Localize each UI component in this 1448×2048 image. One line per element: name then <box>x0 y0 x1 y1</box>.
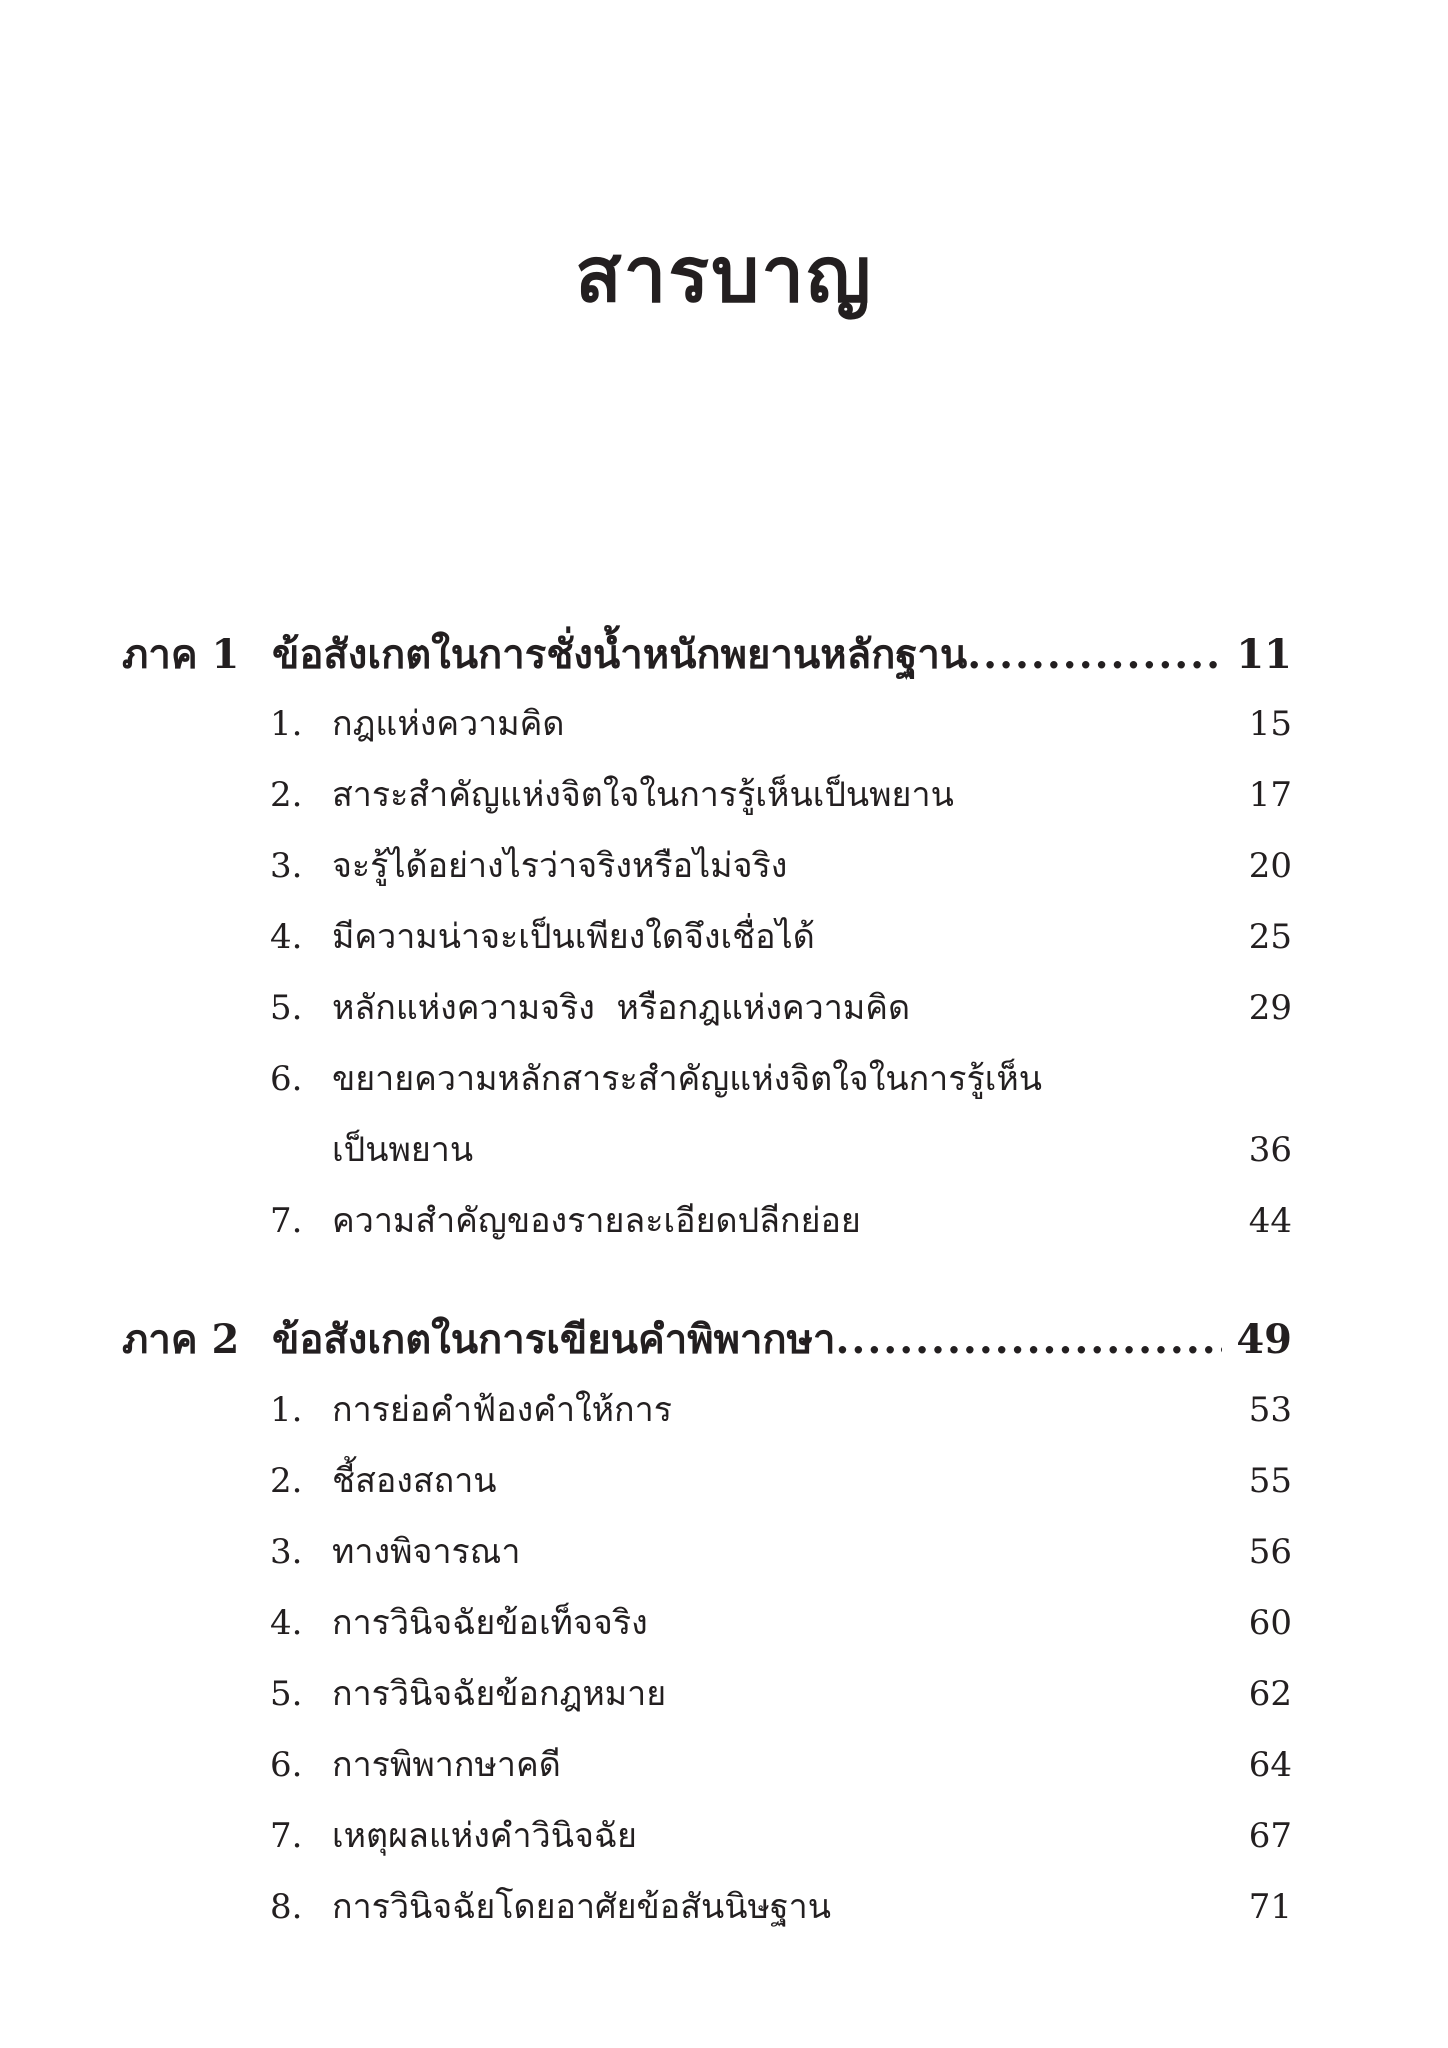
entry-number: 1. <box>270 1390 303 1430</box>
part-title: ข้อสังเกตในการชั่งน้ำหนักพยานหลักฐาน <box>272 631 968 678</box>
entry-title: หลักแห่งความจริง หรือกฎแห่งความคิด <box>332 988 911 1028</box>
entry-page-number: 60 <box>1248 1603 1292 1643</box>
entry-page-number: 55 <box>1248 1461 1292 1501</box>
entry-page-number: 64 <box>1248 1745 1292 1785</box>
entry-page-number: 62 <box>1248 1674 1292 1714</box>
entry-number: 3. <box>270 846 303 886</box>
entry-page-number: 53 <box>1248 1390 1292 1430</box>
entry-number: 3. <box>270 1532 303 1572</box>
part-page-number: 11 <box>1236 631 1292 678</box>
entry-number: 2. <box>270 775 303 815</box>
entry-title: ขยายความหลักสาระสำคัญแห่งจิตใจในการรู้เห็น <box>332 1059 1043 1099</box>
part-label: ภาค 1 <box>122 631 240 678</box>
part-page-number: 49 <box>1236 1316 1292 1363</box>
toc-entry[interactable] <box>270 1522 1292 1582</box>
entry-number: 6. <box>270 1745 303 1785</box>
toc-entry[interactable] <box>270 836 1292 896</box>
entry-number: 4. <box>270 917 303 957</box>
entry-number: 2. <box>270 1461 303 1501</box>
toc-entry[interactable] <box>270 1049 1292 1109</box>
entry-title: การวินิจฉัยโดยอาศัยข้อสันนิษฐาน <box>332 1887 831 1927</box>
entry-page-number: 67 <box>1248 1816 1292 1856</box>
toc-entry[interactable] <box>270 1191 1292 1251</box>
entry-page-number: 17 <box>1248 775 1292 815</box>
entry-page-number: 15 <box>1248 704 1292 744</box>
entry-page-number: 20 <box>1248 846 1292 886</box>
entry-number: 5. <box>270 1674 303 1714</box>
part-label: ภาค 2 <box>122 1316 240 1363</box>
entry-title: มีความน่าจะเป็นเพียงใดจึงเชื่อได้ <box>332 917 815 957</box>
entry-page-placeholder <box>1212 1049 1292 1109</box>
dot-leader <box>835 1310 1222 1370</box>
dot-leader <box>967 625 1222 685</box>
part-title: ข้อสังเกตในการเขียนคำพิพากษา <box>272 1316 836 1363</box>
entry-title: การพิพากษาคดี <box>332 1745 561 1785</box>
entry-title: การวินิจฉัยข้อกฎหมาย <box>332 1674 667 1714</box>
toc-entry[interactable] <box>270 765 1292 825</box>
toc-entry[interactable] <box>270 1877 1292 1937</box>
toc-entry[interactable] <box>270 1735 1292 1795</box>
entry-number: 6. <box>270 1059 303 1099</box>
entry-title: การวินิจฉัยข้อเท็จจริง <box>332 1603 648 1643</box>
toc-entry[interactable] <box>270 1593 1292 1653</box>
toc-entry[interactable] <box>270 1664 1292 1724</box>
toc-part-1[interactable] <box>122 625 1292 685</box>
entry-title: สาระสำคัญแห่งจิตใจในการรู้เห็นเป็นพยาน <box>332 775 954 815</box>
entry-title: กฎแห่งความคิด <box>332 704 565 744</box>
toc-entry[interactable] <box>270 1451 1292 1511</box>
entry-title: ชี้สองสถาน <box>332 1461 497 1501</box>
entry-title: เหตุผลแห่งคำวินิจฉัย <box>332 1816 637 1856</box>
entry-page-number: 29 <box>1248 988 1292 1028</box>
entry-title-continuation: เป็นพยาน <box>332 1130 474 1170</box>
entry-number: 7. <box>270 1201 303 1241</box>
entry-number: 7. <box>270 1816 303 1856</box>
entry-title: จะรู้ได้อย่างไรว่าจริงหรือไม่จริง <box>332 846 788 886</box>
entry-title: ทางพิจารณา <box>332 1532 521 1572</box>
toc-entry[interactable] <box>270 1806 1292 1866</box>
toc-entry[interactable] <box>270 694 1292 754</box>
entry-page-number: 25 <box>1248 917 1292 957</box>
entry-page-number: 44 <box>1248 1201 1292 1241</box>
entry-page-number: 36 <box>1248 1130 1292 1170</box>
toc-entry[interactable] <box>270 978 1292 1038</box>
toc-part-2[interactable] <box>122 1310 1292 1370</box>
entry-number: 4. <box>270 1603 303 1643</box>
entry-number: 5. <box>270 988 303 1028</box>
entry-page-number: 56 <box>1248 1532 1292 1572</box>
page-title: สารบาญ <box>575 230 873 319</box>
entry-number: 1. <box>270 704 303 744</box>
entry-page-number: 71 <box>1248 1887 1292 1927</box>
entry-title: การย่อคำฟ้องคำให้การ <box>332 1390 672 1430</box>
toc-entry[interactable] <box>270 1380 1292 1440</box>
toc-entry-continuation[interactable] <box>332 1120 1292 1180</box>
entry-title: ความสำคัญของรายละเอียดปลีกย่อย <box>332 1201 861 1241</box>
toc-entry[interactable] <box>270 907 1292 967</box>
entry-number: 8. <box>270 1887 303 1927</box>
